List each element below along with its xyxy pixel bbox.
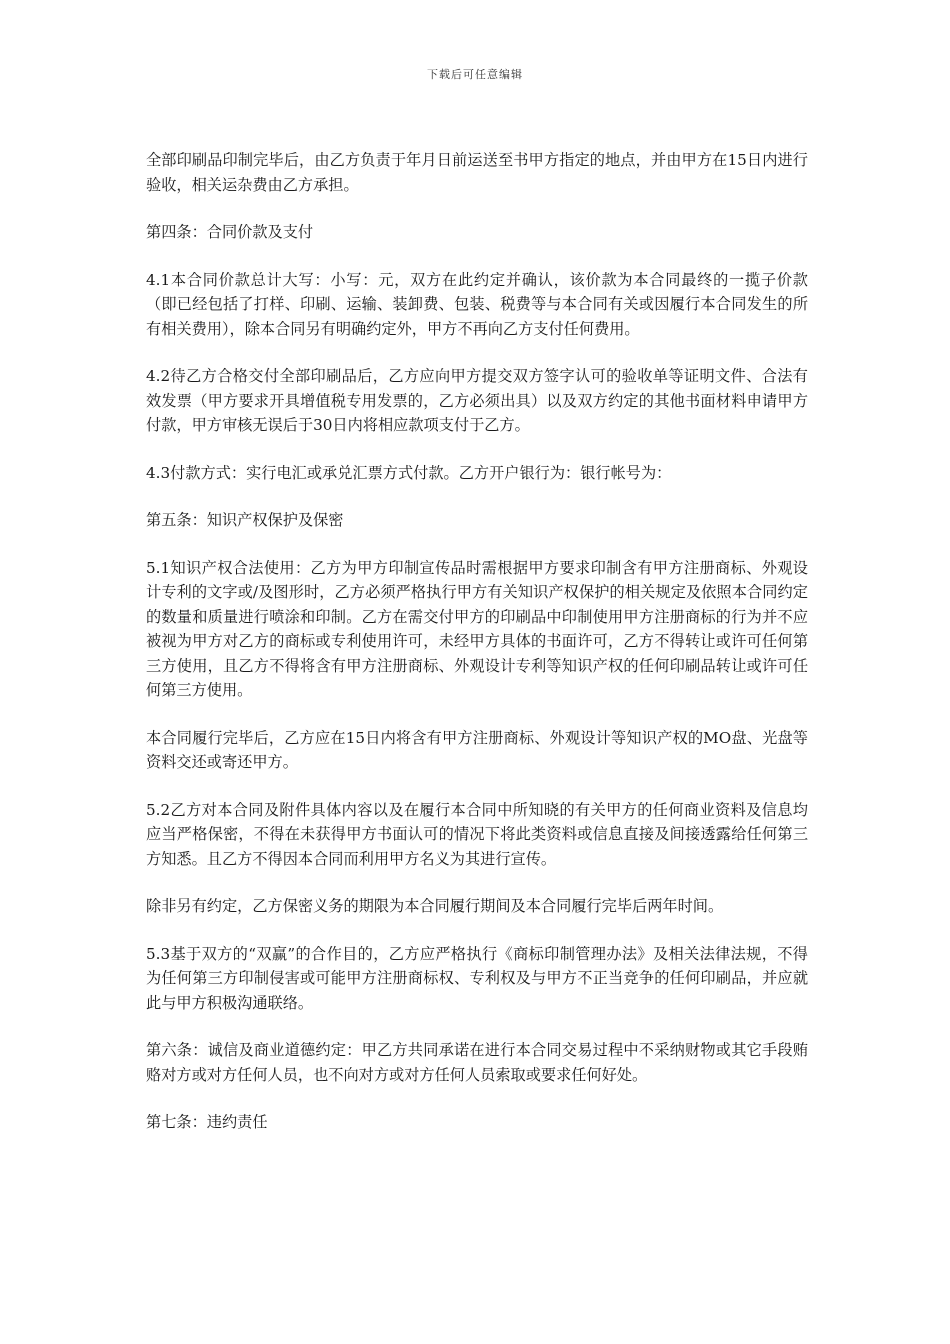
section-heading-7: 第七条：违约责任 [146,1113,268,1131]
section-heading-4: 第四条：合同价款及支付 [146,223,314,241]
clause-5-1: 5.1知识产权合法使用：乙方为甲方印制宣传品时需根据甲方要求印制含有甲方注册商标、外观设计专利的文字或/及图形时，乙方必须严格执行甲方有关知识产权保护的相关规定及依照本合同约定的数量和质量进行喷涂和印制。乙方在需交付甲方的印刷品中印制使用甲方注册商标的行为并不应被视为甲方对乙方的商标或专利使用许可，未经甲方具体的书面许可，乙方不得转让或许可任何第三方使用，且乙方不得将含有甲方注册商标、外观设计专利等知识产权的任何印刷品转让或许可任何第三方使用。 [146,558,808,699]
paragraph-delivery: 全部印刷品印制完毕后，由乙方负责于年月日前运送至书甲方指定的地点，并由甲方在15日内进行验收，相关运杂费由乙方承担。 [146,151,808,194]
paragraph-confidentiality-term: 除非另有约定，乙方保密义务的期限为本合同履行期间及本合同履行完毕后两年时间。 [146,897,724,915]
paragraph-return-materials: 本合同履行完毕后，乙方应在15日内将含有甲方注册商标、外观设计等知识产权的MO盘、光盘等资料交还或寄还甲方。 [146,728,808,771]
clause-5-3: 5.3基于双方的“双赢”的合作目的，乙方应严格执行《商标印制管理办法》及相关法律法规，不得为任何第三方印制侵害或可能甲方注册商标权、专利权及与甲方不正当竞争的任何印刷品，并应就此与甲方积极沟通联络。 [146,944,808,1012]
clause-4-2: 4.2待乙方合格交付全部印刷品后，乙方应向甲方提交双方签字认可的验收单等证明文件、合法有效发票（甲方要求开具增值税专用发票的，乙方必须出具）以及双方约定的其他书面材料申请甲方付款，甲方审核无误后于30日内将相应款项支付于乙方。 [146,367,808,434]
document-body [146,148,808,1158]
page-header: 下载后可任意编辑 [427,68,523,81]
clause-4-3: 4.3付款方式：实行电汇或承兑汇票方式付款。乙方开户银行为：银行帐号为： [146,463,672,482]
clause-4-1: 4.1本合同价款总计大写：小写：元，双方在此约定并确认，该价款为本合同最终的一揽子价款（即已经包括了打样、印刷、运输、装卸费、包装、税费等与本合同有关或因履行本合同发生的所有相关费用），除本合同另有明确约定外，甲方不再向乙方支付任何费用。 [146,270,808,338]
clause-5-2: 5.2乙方对本合同及附件具体内容以及在履行本合同中所知晓的有关甲方的任何商业资料及信息均应当严格保密，不得在未获得甲方书面认可的情况下将此类资料或信息直接及间接透露给任何第三方知悉。且乙方不得因本合同而利用甲方名义为其进行宣传。 [146,800,808,868]
section-heading-5: 第五条：知识产权保护及保密 [146,511,344,529]
section-heading-6: 第六条：诚信及商业道德约定：甲乙方共同承诺在进行本合同交易过程中不采纳财物或其它手段贿赂对方或对方任何人员，也不向对方或对方任何人员索取或要求任何好处。 [146,1041,808,1084]
